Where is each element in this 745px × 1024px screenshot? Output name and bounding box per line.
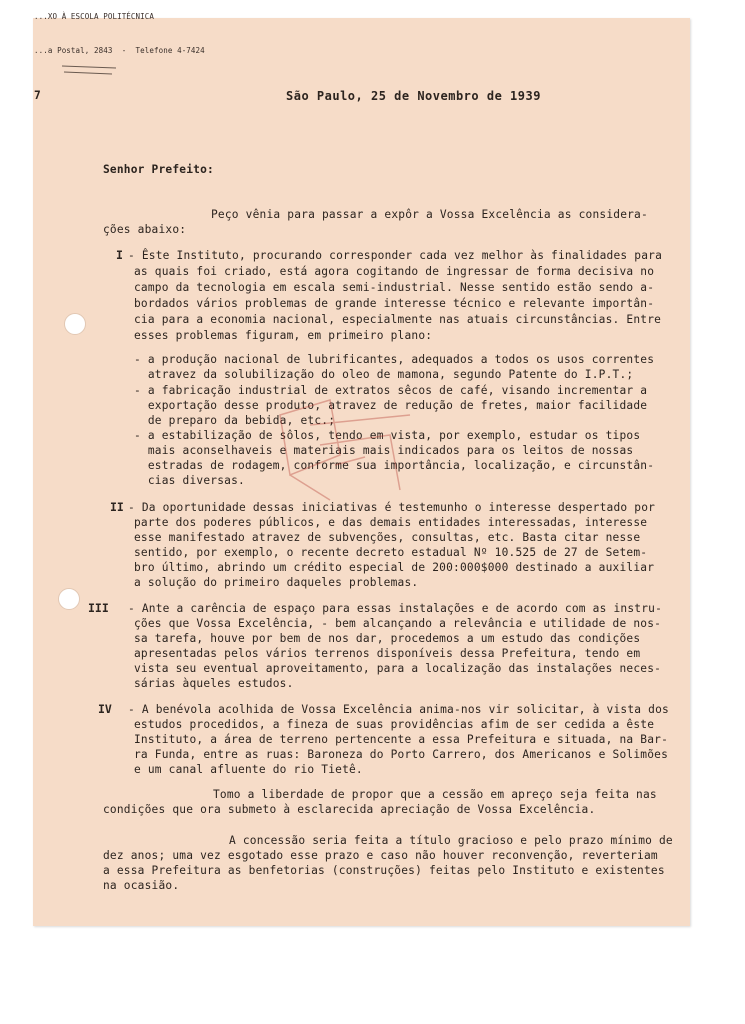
section-line: a solução do primeiro daqueles problemas. — [134, 576, 419, 589]
paragraph-line: A concessão seria feita a título gracioso e pelo prazo mínimo de — [229, 834, 673, 847]
section-line: - A benévola acolhida de Vossa Excelência anima-nos vir solicitar, à vista dos — [128, 703, 669, 716]
salutation: Senhor Prefeito: — [103, 163, 214, 176]
section-line: campo da tecnologia em escala semi-industrial. Nesse sentido estão sendo a- — [134, 281, 655, 294]
section-line: parte dos poderes públicos, e das demais entidades interessadas, interesse — [134, 516, 648, 529]
paragraph-line: dez anos; uma vez esgotado esse prazo e caso não houver reconvenção, reverteriam — [103, 849, 658, 862]
section-line: - Da oportunidade dessas iniciativas é testemunho o interesse despertado por — [128, 501, 656, 514]
section-numeral: IV — [98, 702, 112, 716]
intro-line-1: Peço vênia para passar a expôr a Vossa Excelência as considera- — [211, 208, 648, 221]
intro-line-2: ções abaixo: — [103, 223, 187, 236]
paragraph-line: na ocasião. — [103, 879, 180, 892]
section-line: bordados vários problemas de grande interesse técnico e relevante importân- — [134, 297, 655, 310]
list-item-line: de preparo da bebida, etc.; — [134, 414, 336, 427]
paragraph-line: Tomo a liberdade de propor que a cessão em apreço seja feita nas — [213, 788, 657, 801]
section-line: cia para a economia nacional, especialmente nas atuais circunstâncias. Entre — [134, 313, 662, 326]
section-line: apresentadas pelos vários terrenos disponíveis dessa Prefeitura, tendo em — [134, 647, 641, 660]
section-numeral: III — [88, 601, 109, 615]
section-line: Instituto, a área de terreno pertencente a essa Prefeitura e situada, na Bar- — [134, 733, 669, 746]
letterhead-contact: ...a Postal, 2843 - Telefone 4-7424 — [34, 46, 205, 55]
letterhead-institution: ...XO À ESCOLA POLITÉCNICA — [34, 12, 154, 21]
date-line: São Paulo, 25 de Novembro de 1939 — [286, 89, 541, 103]
list-item-line: atravez da solubilização do oleo de mamona, segundo Patente do I.P.T.; — [134, 368, 634, 381]
letterhead-ref-mark: 7 — [34, 89, 41, 102]
section-line: estudos procedidos, a fineza de suas providências afim de ser cedida a êste — [134, 718, 655, 731]
letterhead-underline — [60, 62, 120, 76]
section-line: ções que Vossa Excelência, - bem alcançando a relevância e utilidade de nos- — [134, 617, 662, 630]
section-line: sentido, por exemplo, o recente decreto estadual Nº 10.525 de 27 de Setem- — [134, 546, 648, 559]
paragraph-line: a essa Prefeitura as benfetorias (construções) feitas pelo Instituto e existentes — [103, 864, 665, 877]
section-line: e um canal afluente do rio Tietê. — [134, 763, 363, 776]
paragraph-line: condições que ora submeto à esclarecida apreciação de Vossa Excelência. — [103, 803, 596, 816]
section-numeral: I — [116, 248, 123, 262]
list-item-line: - a estabilização de sôlos, tendo em vista, por exemplo, estudar os tipos — [134, 429, 641, 442]
list-item-line: - a fabricação industrial de extratos sêcos de café, visando incrementar a — [134, 384, 648, 397]
list-item-line: exportação desse produto, atravez de redução de fretes, maior facilidade — [134, 399, 648, 412]
section-line: as quais foi criado, está agora cogitando de ingressar de forma decisiva no — [134, 265, 655, 278]
list-item-line: mais aconselhaveis e materiais mais indicados para os leitos de nossas — [134, 444, 634, 457]
section-line: vista seu eventual aproveitamento, para a localização das instalações neces- — [134, 662, 662, 675]
list-item-line: - a produção nacional de lubrificantes, adequados a todos os usos correntes — [134, 353, 655, 366]
section-line: ra Funda, entre as ruas: Baroneza do Porto Carrero, dos Americanos e Solimões — [134, 748, 669, 761]
section-line: bro último, abrindo um crédito especial de 200:000$000 destinado a auxiliar — [134, 561, 655, 574]
section-numeral: II — [110, 500, 124, 514]
list-item-line: estradas de rodagem, conforme sua importância, localização, e circunstân- — [134, 459, 655, 472]
stamp-mark — [270, 395, 420, 505]
section-line: esses problemas figuram, em primeiro plano: — [134, 329, 433, 342]
section-line: esse manifestado atravez de subvenções, consultas, etc. Basta citar nesse — [134, 531, 641, 544]
punch-hole-lower — [58, 588, 80, 610]
section-line: - Ante a carência de espaço para essas instalações e de acordo com as instru- — [128, 602, 663, 615]
section-line: - Êste Instituto, procurando corresponder cada vez melhor às finalidades para — [128, 249, 663, 262]
punch-hole-upper — [64, 313, 86, 335]
section-line: sárias àqueles estudos. — [134, 677, 294, 690]
section-line: sa tarefa, houve por bem de nos dar, procedemos a um estudo das condições — [134, 632, 641, 645]
list-item-line: cias diversas. — [134, 474, 245, 487]
